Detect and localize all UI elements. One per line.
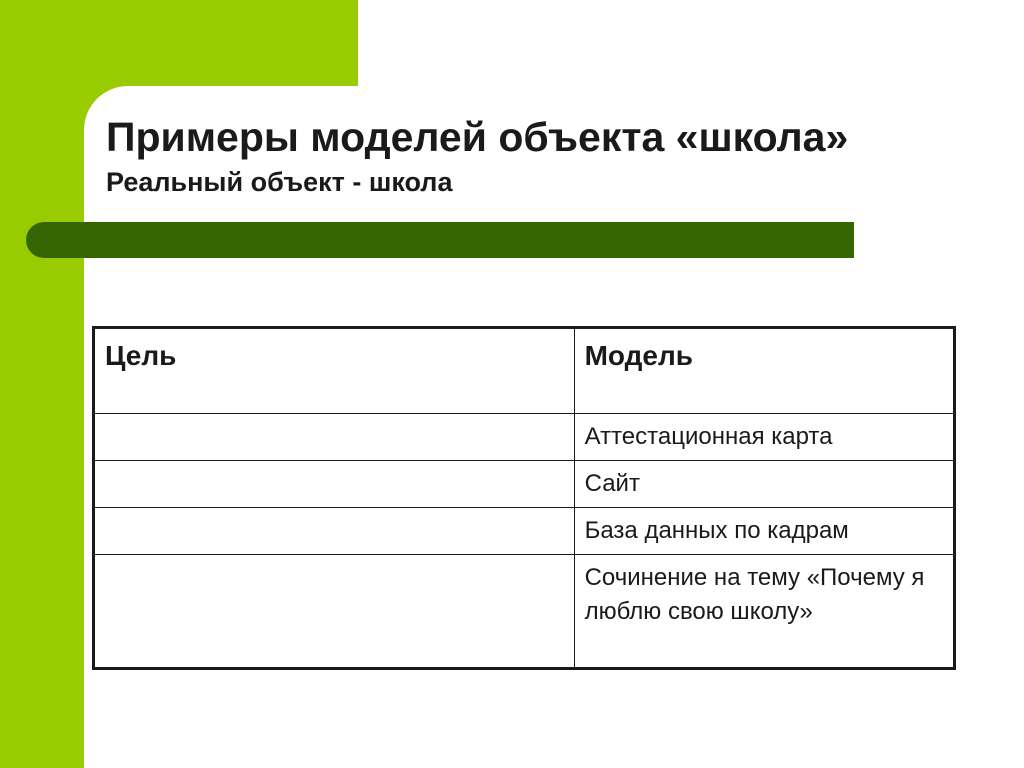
cell-goal: [94, 555, 575, 669]
decorative-divider-bar: [26, 222, 854, 258]
cell-model: Сочинение на тему «Почему я люблю свою школу»: [574, 555, 954, 669]
table-row: [94, 461, 955, 508]
header-model: Модель: [574, 328, 954, 414]
table-row: [94, 414, 955, 461]
cell-goal: [94, 508, 575, 555]
slide-subtitle: Реальный объект - школа: [106, 167, 453, 197]
table-header-row: [94, 328, 955, 414]
cell-model: Аттестационная карта: [574, 414, 954, 461]
table-row: [94, 555, 955, 669]
cell-goal: [94, 414, 575, 461]
cell-goal: [94, 461, 575, 508]
cell-model: Сайт: [574, 461, 954, 508]
models-table: [92, 326, 956, 670]
slide-title: Примеры моделей объекта «школа»: [106, 114, 849, 160]
table-row: [94, 508, 955, 555]
header-goal: Цель: [94, 328, 575, 414]
cell-model: База данных по кадрам: [574, 508, 954, 555]
